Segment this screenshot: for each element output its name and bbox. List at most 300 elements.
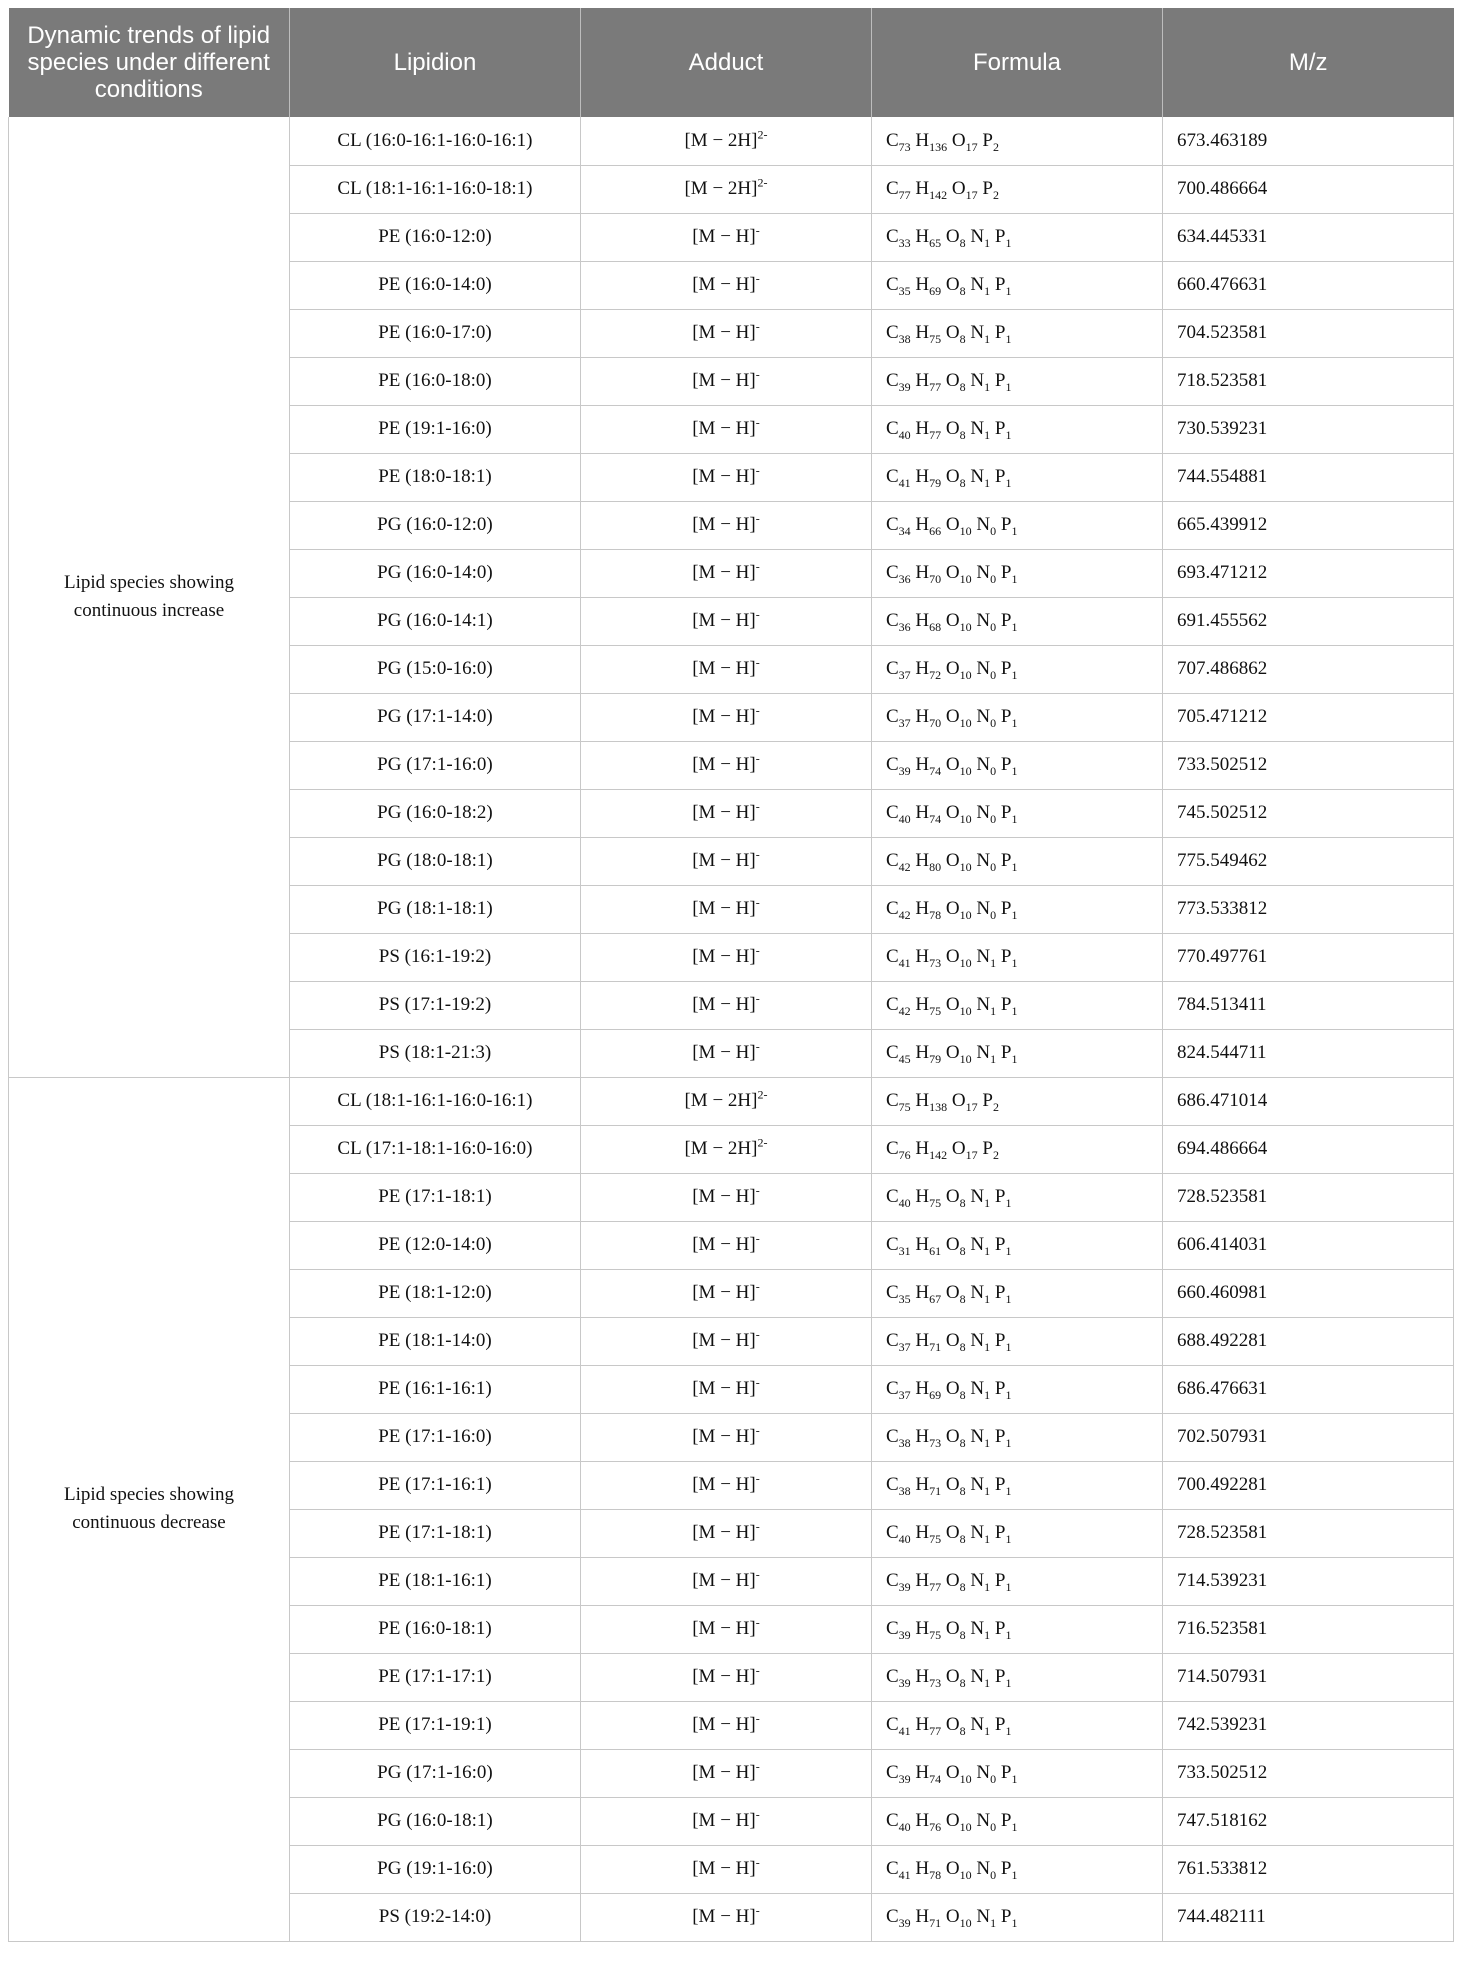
adduct-charge: 2-	[757, 1135, 768, 1150]
lipidion-cell: PG (16:0-18:2)	[289, 789, 580, 837]
adduct-charge: 2-	[757, 1087, 768, 1102]
element-count: 1	[984, 1531, 991, 1546]
element-count: 1	[1011, 667, 1018, 682]
element-count: 0	[990, 667, 997, 682]
element-count: 74	[929, 763, 942, 778]
element-count: 1	[990, 1915, 997, 1930]
element-count: 0	[990, 763, 997, 778]
element-count: 10	[959, 571, 972, 586]
lipidion-cell: PE (16:0-17:0)	[289, 309, 580, 357]
element-symbol: C	[885, 1330, 899, 1351]
element-count: 10	[959, 907, 972, 922]
adduct-cell	[580, 885, 871, 933]
adduct-cell	[580, 1749, 871, 1797]
element-count: 40	[898, 1195, 911, 1210]
adduct-text: [M − 2H]	[684, 1090, 758, 1111]
element-count: 1	[984, 1291, 991, 1306]
adduct-text: [M − 2H]	[684, 178, 758, 199]
element-symbol: P	[994, 1474, 1006, 1495]
element-count: 41	[898, 1867, 911, 1882]
adduct-text: [M − H]	[692, 1330, 756, 1351]
mz-cell: 747.518162	[1162, 1797, 1453, 1845]
lipidion-cell: CL (18:1-16:1-16:0-16:1)	[289, 1077, 580, 1125]
adduct-cell	[580, 1125, 871, 1173]
element-count: 31	[898, 1243, 911, 1258]
element-symbol: P	[994, 322, 1006, 343]
element-symbol: N	[970, 1234, 985, 1255]
lipidion-cell: PE (12:0-14:0)	[289, 1221, 580, 1269]
element-symbol: H	[915, 1762, 930, 1783]
formula-cell	[871, 1173, 1162, 1221]
element-symbol: P	[1000, 1858, 1012, 1879]
element-symbol: C	[885, 178, 899, 199]
adduct-text: [M − H]	[692, 418, 756, 439]
element-count: 0	[990, 523, 997, 538]
lipidion-cell: PG (18:0-18:1)	[289, 837, 580, 885]
element-symbol: H	[915, 1234, 930, 1255]
adduct-text: [M − H]	[692, 994, 756, 1015]
lipidion-cell: PE (18:1-12:0)	[289, 1269, 580, 1317]
formula-cell	[871, 837, 1162, 885]
element-count: 74	[929, 811, 942, 826]
element-symbol: H	[915, 1618, 930, 1639]
element-count: 1	[984, 1483, 991, 1498]
lipidion-cell: PG (17:1-16:0)	[289, 741, 580, 789]
element-symbol: C	[885, 1090, 899, 1111]
adduct-text: [M − H]	[692, 466, 756, 487]
element-count: 40	[898, 1531, 911, 1546]
element-symbol: H	[915, 1042, 930, 1063]
mz-cell: 700.486664	[1162, 165, 1453, 213]
lipidion-cell: PE (16:0-18:0)	[289, 357, 580, 405]
element-count: 1	[1011, 763, 1018, 778]
lipidion-cell: CL (18:1-16:1-16:0-18:1)	[289, 165, 580, 213]
element-count: 65	[929, 235, 942, 250]
adduct-cell	[580, 117, 871, 165]
element-symbol: C	[885, 610, 899, 631]
adduct-text: [M − H]	[692, 706, 756, 727]
element-count: 10	[959, 523, 972, 538]
adduct-text: [M − H]	[692, 610, 756, 631]
adduct-cell	[580, 1701, 871, 1749]
element-count: 40	[898, 811, 911, 826]
formula-cell	[871, 1509, 1162, 1557]
element-symbol: O	[945, 1378, 960, 1399]
element-symbol: H	[915, 178, 930, 199]
formula-cell	[871, 549, 1162, 597]
formula-cell	[871, 213, 1162, 261]
element-symbol: H	[915, 706, 930, 727]
element-symbol: C	[885, 1474, 899, 1495]
element-symbol: H	[915, 658, 930, 679]
element-count: 1	[1005, 331, 1012, 346]
element-count: 1	[984, 1339, 991, 1354]
lipidion-cell: PE (17:1-18:1)	[289, 1509, 580, 1557]
element-symbol: P	[994, 1618, 1006, 1639]
element-count: 0	[990, 811, 997, 826]
adduct-cell	[580, 453, 871, 501]
element-symbol: N	[976, 898, 991, 919]
element-count: 1	[1011, 1051, 1018, 1066]
adduct-text: [M − H]	[692, 1906, 756, 1927]
element-symbol: C	[885, 129, 899, 151]
adduct-charge: -	[755, 703, 760, 718]
adduct-cell	[580, 1509, 871, 1557]
formula-cell	[871, 309, 1162, 357]
element-symbol: H	[915, 562, 930, 583]
element-count: 1	[1011, 907, 1018, 922]
element-count: 2	[992, 1147, 999, 1162]
element-symbol: H	[915, 418, 930, 439]
element-symbol: H	[915, 129, 930, 151]
element-symbol: H	[915, 1186, 930, 1207]
element-count: 1	[984, 235, 991, 250]
adduct-cell	[580, 1845, 871, 1893]
element-count: 75	[898, 1099, 911, 1114]
element-symbol: P	[982, 129, 993, 151]
element-count: 1	[984, 1195, 991, 1210]
formula-cell	[871, 1605, 1162, 1653]
element-count: 69	[929, 283, 942, 298]
element-count: 80	[929, 859, 942, 874]
element-count: 136	[929, 139, 948, 154]
element-symbol: N	[976, 1762, 991, 1783]
mz-cell: 693.471212	[1162, 549, 1453, 597]
element-symbol: P	[1000, 1042, 1012, 1063]
element-count: 66	[929, 523, 942, 538]
mz-cell: 733.502512	[1162, 741, 1453, 789]
adduct-text: [M − H]	[692, 898, 756, 919]
adduct-charge: -	[755, 1471, 760, 1486]
mz-cell: 728.523581	[1162, 1509, 1453, 1557]
element-count: 1	[1005, 379, 1012, 394]
element-symbol: O	[945, 1042, 960, 1063]
element-symbol: H	[915, 1378, 930, 1399]
element-count: 39	[898, 1579, 911, 1594]
adduct-charge: -	[755, 1327, 760, 1342]
adduct-charge: -	[755, 943, 760, 958]
element-symbol: O	[945, 562, 960, 583]
element-symbol: H	[915, 226, 930, 247]
element-count: 1	[990, 1003, 997, 1018]
formula-cell	[871, 597, 1162, 645]
element-count: 76	[929, 1819, 942, 1834]
element-count: 142	[929, 1147, 948, 1162]
formula-cell	[871, 933, 1162, 981]
adduct-text: [M − 2H]	[684, 1138, 758, 1159]
element-count: 75	[929, 1531, 942, 1546]
element-count: 2	[992, 187, 999, 202]
element-symbol: C	[885, 418, 899, 439]
element-count: 17	[965, 1147, 978, 1162]
element-symbol: N	[970, 1714, 985, 1735]
element-count: 1	[984, 1243, 991, 1258]
mz-cell: 714.507931	[1162, 1653, 1453, 1701]
element-count: 73	[898, 139, 911, 154]
adduct-text: [M − H]	[692, 1426, 756, 1447]
element-count: 1	[1005, 1291, 1012, 1306]
mz-cell: 688.492281	[1162, 1317, 1453, 1365]
adduct-cell	[580, 1893, 871, 1941]
element-symbol: C	[885, 1714, 899, 1735]
element-count: 1	[1011, 619, 1018, 634]
lipidion-cell: PS (17:1-19:2)	[289, 981, 580, 1029]
element-symbol: N	[976, 1042, 991, 1063]
adduct-text: [M − H]	[692, 1570, 756, 1591]
table-row	[9, 1077, 1454, 1125]
element-symbol: O	[945, 1186, 960, 1207]
element-count: 76	[898, 1147, 911, 1162]
element-symbol: C	[885, 466, 899, 487]
element-symbol: N	[976, 658, 991, 679]
adduct-cell	[580, 645, 871, 693]
formula-cell	[871, 1317, 1162, 1365]
lipidion-cell: PE (18:1-14:0)	[289, 1317, 580, 1365]
adduct-cell	[580, 165, 871, 213]
element-count: 75	[929, 1627, 942, 1642]
element-count: 1	[1005, 283, 1012, 298]
element-count: 73	[929, 1435, 942, 1450]
element-count: 1	[1011, 955, 1018, 970]
element-count: 75	[929, 1003, 942, 1018]
element-count: 1	[984, 1579, 991, 1594]
mz-cell: 728.523581	[1162, 1173, 1453, 1221]
element-symbol: N	[976, 610, 991, 631]
element-count: 8	[959, 427, 966, 442]
element-count: 0	[990, 571, 997, 586]
element-count: 34	[898, 523, 911, 538]
adduct-charge: -	[755, 1759, 760, 1774]
adduct-text: [M − H]	[692, 1042, 756, 1063]
header-lipidion: Lipidion	[289, 8, 580, 117]
lipidion-cell: PS (18:1-21:3)	[289, 1029, 580, 1077]
element-count: 1	[1005, 1723, 1012, 1738]
element-symbol: P	[1000, 1810, 1012, 1831]
adduct-cell	[580, 1605, 871, 1653]
adduct-text: [M − H]	[692, 370, 756, 391]
element-symbol: P	[1000, 562, 1012, 583]
adduct-text: [M − H]	[692, 562, 756, 583]
element-symbol: H	[915, 1810, 930, 1831]
element-count: 77	[929, 379, 942, 394]
element-count: 8	[959, 475, 966, 490]
element-symbol: N	[976, 514, 991, 535]
element-symbol: N	[970, 370, 985, 391]
element-count: 17	[965, 1099, 978, 1114]
element-symbol: O	[945, 418, 960, 439]
element-symbol: N	[970, 274, 985, 295]
element-count: 40	[898, 427, 911, 442]
element-count: 42	[898, 859, 911, 874]
element-symbol: O	[945, 1906, 960, 1927]
element-count: 45	[898, 1051, 911, 1066]
element-count: 10	[959, 1003, 972, 1018]
element-symbol: O	[945, 610, 960, 631]
element-symbol: O	[945, 466, 960, 487]
mz-cell: 744.554881	[1162, 453, 1453, 501]
element-count: 8	[959, 1243, 966, 1258]
element-count: 0	[990, 1771, 997, 1786]
element-count: 8	[959, 1675, 966, 1690]
element-count: 1	[1011, 811, 1018, 826]
adduct-text: [M − H]	[692, 1714, 756, 1735]
element-count: 0	[990, 1867, 997, 1882]
element-symbol: O	[951, 1090, 966, 1111]
formula-cell	[871, 261, 1162, 309]
element-symbol: C	[885, 946, 899, 967]
element-symbol: H	[915, 754, 930, 775]
adduct-cell	[580, 1269, 871, 1317]
table-header	[9, 8, 1454, 117]
lipidion-cell: PS (16:1-19:2)	[289, 933, 580, 981]
element-symbol: N	[976, 706, 991, 727]
adduct-text: [M − H]	[692, 1666, 756, 1687]
element-count: 39	[898, 1627, 911, 1642]
element-count: 10	[959, 859, 972, 874]
element-count: 10	[959, 667, 972, 682]
element-count: 37	[898, 1339, 911, 1354]
element-count: 1	[984, 1435, 991, 1450]
formula-cell	[871, 1845, 1162, 1893]
element-count: 1	[1011, 1915, 1018, 1930]
element-count: 41	[898, 955, 911, 970]
element-symbol: P	[1000, 1762, 1012, 1783]
element-symbol: O	[945, 1234, 960, 1255]
element-symbol: H	[915, 274, 930, 295]
element-symbol: N	[976, 802, 991, 823]
adduct-charge: -	[755, 1567, 760, 1582]
element-count: 61	[929, 1243, 942, 1258]
element-symbol: O	[945, 1474, 960, 1495]
lipidion-cell: PE (19:1-16:0)	[289, 405, 580, 453]
element-symbol: H	[915, 1714, 930, 1735]
mz-cell: 694.486664	[1162, 1125, 1453, 1173]
element-symbol: N	[970, 1666, 985, 1687]
element-count: 79	[929, 1051, 942, 1066]
adduct-cell	[580, 1653, 871, 1701]
element-count: 8	[959, 331, 966, 346]
element-symbol: O	[945, 1522, 960, 1543]
lipidion-cell: PG (16:0-14:0)	[289, 549, 580, 597]
element-symbol: P	[994, 226, 1006, 247]
element-count: 8	[959, 379, 966, 394]
element-symbol: P	[1000, 706, 1012, 727]
adduct-cell	[580, 1413, 871, 1461]
element-symbol: O	[945, 850, 960, 871]
element-symbol: O	[945, 658, 960, 679]
element-symbol: P	[982, 1090, 993, 1111]
element-symbol: H	[915, 1426, 930, 1447]
element-symbol: O	[951, 1138, 966, 1159]
lipidion-cell: PG (17:1-14:0)	[289, 693, 580, 741]
mz-cell: 660.460981	[1162, 1269, 1453, 1317]
element-count: 142	[929, 187, 948, 202]
lipid-table	[8, 8, 1454, 1942]
adduct-text: [M − H]	[692, 1858, 756, 1879]
element-count: 8	[959, 1483, 966, 1498]
element-symbol: H	[915, 850, 930, 871]
element-count: 10	[959, 1915, 972, 1930]
element-count: 2	[992, 1099, 999, 1114]
element-count: 10	[959, 1867, 972, 1882]
adduct-cell	[580, 1365, 871, 1413]
element-symbol: N	[976, 850, 991, 871]
adduct-charge: -	[755, 559, 760, 574]
element-symbol: P	[994, 1522, 1006, 1543]
adduct-charge: -	[755, 607, 760, 622]
adduct-charge: -	[755, 1375, 760, 1390]
element-symbol: P	[1000, 610, 1012, 631]
element-symbol: O	[945, 898, 960, 919]
element-symbol: N	[970, 1282, 985, 1303]
adduct-text: [M − H]	[692, 274, 756, 295]
element-symbol: P	[1000, 802, 1012, 823]
element-count: 39	[898, 1915, 911, 1930]
element-count: 1	[990, 1051, 997, 1066]
element-symbol: H	[915, 370, 930, 391]
element-symbol: N	[970, 1522, 985, 1543]
element-count: 0	[990, 619, 997, 634]
lipidion-cell: PE (17:1-18:1)	[289, 1173, 580, 1221]
element-count: 1	[1005, 1483, 1012, 1498]
mz-cell: 673.463189	[1162, 117, 1453, 165]
adduct-charge: -	[755, 1039, 760, 1054]
element-symbol: H	[915, 1282, 930, 1303]
element-count: 37	[898, 715, 911, 730]
element-count: 40	[898, 1819, 911, 1834]
element-count: 1	[1011, 1771, 1018, 1786]
element-symbol: C	[885, 562, 899, 583]
element-symbol: C	[885, 658, 899, 679]
element-symbol: O	[945, 1762, 960, 1783]
element-symbol: H	[915, 994, 930, 1015]
element-symbol: P	[1000, 754, 1012, 775]
element-symbol: O	[945, 1618, 960, 1639]
element-count: 10	[959, 763, 972, 778]
element-symbol: H	[915, 946, 930, 967]
element-symbol: C	[885, 706, 899, 727]
formula-cell	[871, 1701, 1162, 1749]
lipidion-cell: PE (16:0-12:0)	[289, 213, 580, 261]
adduct-cell	[580, 357, 871, 405]
lipidion-cell: PE (16:0-18:1)	[289, 1605, 580, 1653]
element-count: 1	[1005, 1531, 1012, 1546]
element-count: 8	[959, 1291, 966, 1306]
element-symbol: C	[885, 1666, 899, 1687]
adduct-charge: 2-	[757, 127, 768, 142]
lipidion-cell: PE (16:0-14:0)	[289, 261, 580, 309]
adduct-text: [M − 2H]	[684, 129, 758, 151]
element-symbol: P	[994, 370, 1006, 391]
mz-cell: 705.471212	[1162, 693, 1453, 741]
element-count: 1	[1011, 1867, 1018, 1882]
adduct-cell	[580, 261, 871, 309]
lipidion-cell: PG (19:1-16:0)	[289, 1845, 580, 1893]
element-symbol: N	[970, 1330, 985, 1351]
lipidion-cell: CL (16:0-16:1-16:0-16:1)	[289, 117, 580, 165]
adduct-cell	[580, 837, 871, 885]
element-count: 39	[898, 763, 911, 778]
mz-cell: 704.523581	[1162, 309, 1453, 357]
adduct-text: [M − H]	[692, 946, 756, 967]
element-count: 8	[959, 235, 966, 250]
element-symbol: C	[885, 1186, 899, 1207]
element-count: 71	[929, 1483, 942, 1498]
element-count: 8	[959, 1387, 966, 1402]
element-symbol: P	[982, 178, 993, 199]
element-symbol: P	[994, 1426, 1006, 1447]
element-count: 1	[984, 379, 991, 394]
